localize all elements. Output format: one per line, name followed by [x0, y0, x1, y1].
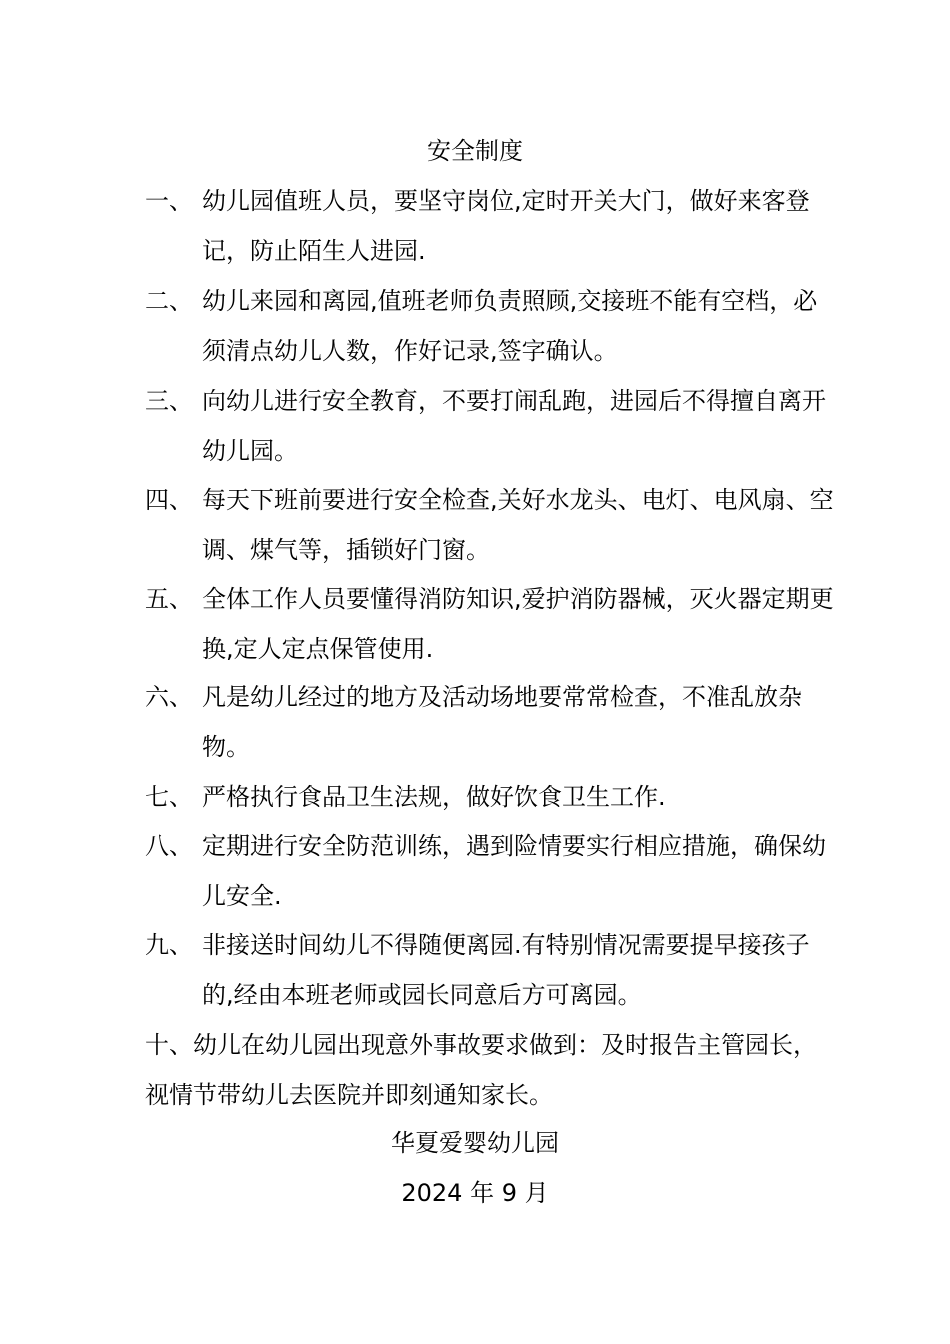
rule-text: 全体工作人员要懂得消防知识,爱护消防器械，灭火器定期更换,定人定点保管使用. — [202, 585, 834, 663]
rule-item-1 — [145, 176, 835, 276]
rule-item-7 — [145, 772, 835, 822]
rule-text: 定期进行安全防范训练，遇到险情要实行相应措施，确保幼儿安全. — [202, 832, 826, 910]
rule-number: 八、 — [145, 832, 193, 860]
rule-text: 向幼儿进行安全教育，不要打闹乱跑，进园后不得擅自离开幼儿园。 — [202, 387, 826, 465]
rule-number: 九、 — [145, 931, 193, 959]
rule-item-3 — [145, 376, 835, 476]
rule-text: 凡是幼儿经过的地方及活动场地要常常检查，不准乱放杂物。 — [202, 683, 802, 761]
rule-text: 幼儿在幼儿园出现意外事故要求做到：及时报告主管园长，视情节带幼儿去医院并即刻通知家长。 — [145, 1031, 817, 1109]
rule-number: 七、 — [145, 783, 193, 811]
rule-number: 二、 — [145, 287, 193, 315]
rule-number: 六、 — [145, 683, 193, 711]
rule-item-9 — [145, 920, 835, 1020]
signature-date: 2024 年 9 月 — [401, 1179, 549, 1207]
rule-item-2 — [145, 276, 835, 376]
signature-organization: 华夏爱婴幼儿园 — [391, 1129, 559, 1157]
document-title: 安全制度 — [427, 137, 523, 165]
rule-item-4 — [145, 475, 835, 575]
rule-text: 幼儿园值班人员，要坚守岗位,定时开关大门，做好来客登记，防止陌生人进园. — [202, 187, 810, 265]
rule-text: 幼儿来园和离园,值班老师负责照顾,交接班不能有空档，必须清点幼儿人数，作好记录,签字确认。 — [202, 287, 818, 365]
rule-text: 每天下班前要进行安全检查,关好水龙头、电灯、电风扇、空调、煤气等，插锁好门窗。 — [202, 486, 834, 564]
rule-text: 非接送时间幼儿不得随便离园.有特别情况需要提早接孩子的,经由本班老师或园长同意后方可离园。 — [202, 931, 810, 1009]
rule-number: 五、 — [145, 585, 193, 613]
rule-number: 四、 — [145, 486, 193, 514]
rule-item-5 — [145, 574, 835, 674]
rule-item-10 — [145, 1020, 835, 1120]
rule-number: 十、 — [145, 1031, 193, 1059]
rule-item-8 — [145, 821, 835, 921]
rule-number: 一、 — [145, 187, 193, 215]
rule-text: 严格执行食品卫生法规，做好饮食卫生工作. — [202, 783, 666, 811]
rule-number: 三、 — [145, 387, 193, 415]
rule-item-6 — [145, 672, 835, 772]
